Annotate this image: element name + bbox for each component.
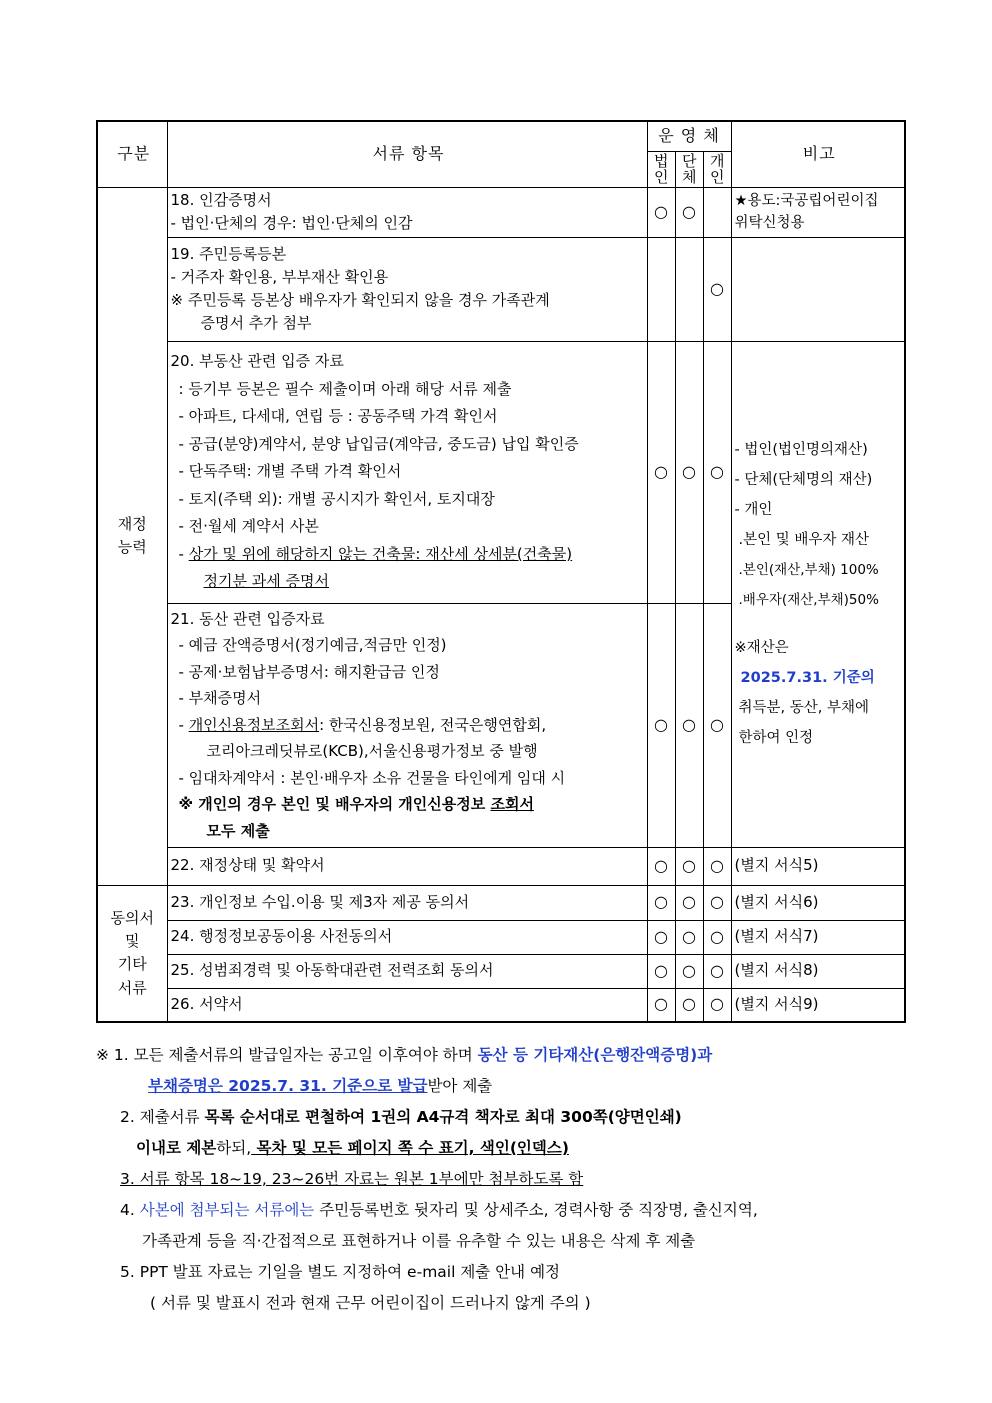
circle-24-group: ○ xyxy=(675,920,703,954)
circle-25-personal: ○ xyxy=(703,954,731,988)
header-group: 단체 xyxy=(682,152,697,186)
circle-21-personal: ○ xyxy=(703,603,731,847)
circle-23-corp: ○ xyxy=(647,885,675,920)
document-table xyxy=(96,120,906,1023)
circle-20-personal: ○ xyxy=(703,341,731,603)
table-row-25 xyxy=(97,954,905,988)
table-row-18 xyxy=(97,187,905,237)
circle-21-corp: ○ xyxy=(647,603,675,847)
note-2: 2. 제출서류 목록 순서대로 편철하여 1권의 A4규격 책자로 최대 300쪽(양면인쇄) xyxy=(120,1108,682,1126)
item-24: 24. 행정정보공동이용 사전동의서 xyxy=(167,920,647,954)
remark-23: (별지 서식6) xyxy=(731,885,905,920)
remark-19 xyxy=(731,237,905,341)
note-3: 3. 서류 항목 18~19, 23~26번 자료는 원본 1부에만 첨부하도록 함 xyxy=(120,1170,584,1188)
header-row xyxy=(97,121,905,151)
category-finance: 재정 능력 xyxy=(97,187,167,885)
remark-25: (별지 서식8) xyxy=(731,954,905,988)
circle-18-personal xyxy=(703,187,731,237)
circle-26-personal: ○ xyxy=(703,988,731,1022)
circle-24-corp: ○ xyxy=(647,920,675,954)
circle-19-group xyxy=(675,237,703,341)
circle-22-corp: ○ xyxy=(647,847,675,885)
circle-18-corp: ○ xyxy=(647,187,675,237)
circle-23-group: ○ xyxy=(675,885,703,920)
circle-19-corp xyxy=(647,237,675,341)
circle-18-group: ○ xyxy=(675,187,703,237)
header-items: 서류 항목 xyxy=(167,121,647,187)
header-category: 구분 xyxy=(97,121,167,187)
circle-26-corp: ○ xyxy=(647,988,675,1022)
header-remark: 비고 xyxy=(731,121,905,187)
circle-24-personal: ○ xyxy=(703,920,731,954)
item-26: 26. 서약서 xyxy=(167,988,647,1022)
notes-section: ※ 1. 모든 제출서류의 발급일자는 공고일 이후여야 하며 동산 등 기타재산(은행잔액증명)과 부채증명은 2025.7. 31. 기준으로 발급받아 제출 2. 제출서류 목록 순서대로 편철하여 1권의 A4규격 책자로 최대 300쪽(양면인쇄) 이내로 제본하되, 목차 및 모든 페이지 쪽 수 표기, 색인(인덱스) 3. 서류 항목 18~19, 23~26번 자료는 원본 1부에만 첨부하도록 함 4. 사본에 첨부되는 서류에는 주민등록번호 뒷자리 및 상세주소, 경력사항 중 직장명, 출신지역, 가족관계 등을 직·간접적으로 표현하거나 이를 유추할 수 있는 내용은 삭제 후 제출 5. PPT 발표 자료는 기일을 별도 지정하여 e-mail 제출 안내 예정 ( 서류 및 발표시 전과 현재 근무 어린이집이 드러나지 않게 주의 ) xyxy=(96,1040,906,1319)
table-row-24 xyxy=(97,920,905,954)
item-19: 19. 주민등록등본 - 거주자 확인용, 부부재산 확인용 ※ 주민등록 등본상 배우자가 확인되지 않을 경우 가족관계 증명서 추가 첨부 xyxy=(167,237,647,341)
header-corp: 법인 xyxy=(654,152,669,186)
circle-22-personal: ○ xyxy=(703,847,731,885)
item-23: 23. 개인정보 수입.이용 및 제3자 제공 동의서 xyxy=(167,885,647,920)
table-row-19 xyxy=(97,237,905,341)
note-1: ※ 1. 모든 제출서류의 발급일자는 공고일 이후여야 하며 동산 등 기타재산(은행잔액증명)과 xyxy=(96,1046,713,1064)
header-personal: 개인 xyxy=(710,152,725,186)
header-operator: 운 영 체 xyxy=(647,121,731,151)
remark-22: (별지 서식5) xyxy=(731,847,905,885)
circle-19-personal: ○ xyxy=(703,237,731,341)
credit-report-label: 개인신용정보조회서 xyxy=(188,715,320,734)
building-tax-note: 상가 및 위에 해당하지 않는 건축물: 재산세 상세분(건축물) xyxy=(188,544,573,563)
circle-20-group: ○ xyxy=(675,341,703,603)
remark-finance: - 법인(법인명의재산) - 단체(단체명의 재산) - 개인 .본인 및 배우자 재산 .본인(재산,부채) 100% .배우자(재산,부채)50% ※재산은 2025.7.31. 기준의 취득분, 동산, 부채에 한하여 인정 xyxy=(731,341,905,847)
item-25: 25. 성범죄경력 및 아동학대관련 전력조회 동의서 xyxy=(167,954,647,988)
remark-18: ★용도:국공립어린이집 위탁신청용 xyxy=(731,187,905,237)
category-consent: 동의서 및 기타 서류 xyxy=(97,885,167,1022)
remark-26: (별지 서식9) xyxy=(731,988,905,1022)
circle-21-group: ○ xyxy=(675,603,703,847)
circle-23-personal: ○ xyxy=(703,885,731,920)
table-row-26 xyxy=(97,988,905,1022)
table-row-22 xyxy=(97,847,905,885)
circle-22-group: ○ xyxy=(675,847,703,885)
circle-25-corp: ○ xyxy=(647,954,675,988)
table-row-23 xyxy=(97,885,905,920)
item-20: 20. 부동산 관련 입증 자료 : 등기부 등본은 필수 제출이며 아래 해당 서류 제출 - 아파트, 다세대, 연립 등 : 공동주택 가격 확인서 - 공급(분양)계약서, 분양 납입금(계약금, 중도금) 납입 확인증 - 단독주택: 개별 주택 가격 확인서 - 토지(주택 외): 개별 공시지가 확인서, 토지대장 - 전·월세 계약서 사본 - 상가 및 위에 해당하지 않는 건축물: 재산세 상세분(건축물) 정기분 과세 증명서 xyxy=(167,341,647,603)
table-row-20 xyxy=(97,341,905,603)
remark-24: (별지 서식7) xyxy=(731,920,905,954)
item-22: 22. 재정상태 및 확약서 xyxy=(167,847,647,885)
circle-25-group: ○ xyxy=(675,954,703,988)
item-21: 21. 동산 관련 입증자료 - 예금 잔액증명서(정기예금,적금만 인정) - 공제·보험납부증명서: 해지환급금 인정 - 부채증명서 - 개인신용정보조회서: 한국신용정보원, 전국은행연합회, 코리아크레딧뷰로(KCB),서울신용평가정보 중 발행 - 임대차계약서 : 본인·배우자 소유 건물을 타인에게 임대 시 ※ 개인의 경우 본인 및 배우자의 개인신용정보 조회서 모두 제출 xyxy=(167,603,647,847)
note-4: 4. 사본에 첨부되는 서류에는 주민등록번호 뒷자리 및 상세주소, 경력사항 중 직장명, 출신지역, xyxy=(120,1201,758,1219)
circle-26-group: ○ xyxy=(675,988,703,1022)
circle-20-corp: ○ xyxy=(647,341,675,603)
note-5: 5. PPT 발표 자료는 기일을 별도 지정하여 e-mail 제출 안내 예정 xyxy=(120,1263,561,1281)
item-18: 18. 인감증명서 - 법인·단체의 경우: 법인·단체의 인감 xyxy=(167,187,647,237)
